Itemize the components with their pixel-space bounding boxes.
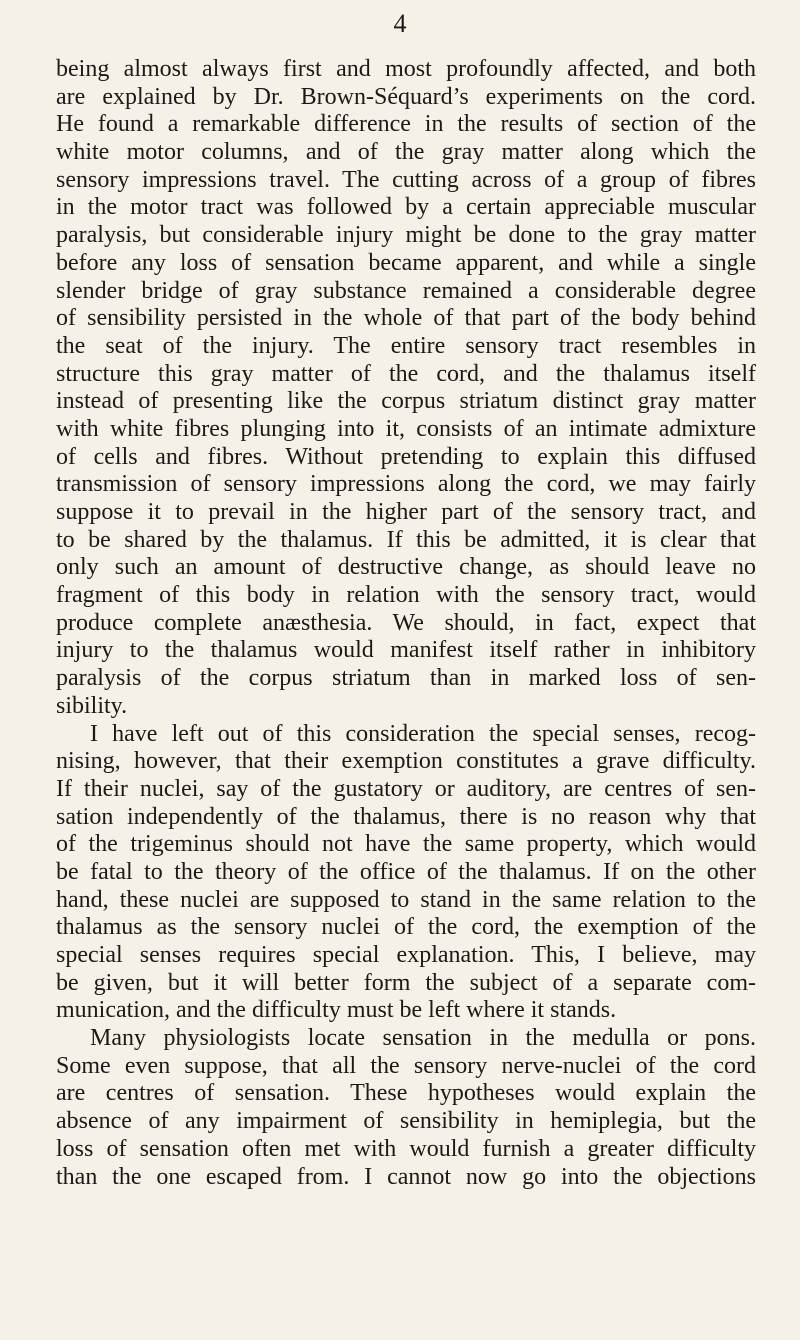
text-line: of the trigeminus should not have the same property, which would [56,831,756,858]
text-line: paralysis of the corpus striatum than in marked loss of sen- [56,665,756,692]
paragraph-p1 [56,56,756,721]
text-line: absence of any impairment of sensibility in hemiplegia, but the [56,1108,756,1135]
text-line: the seat of the injury. The entire sensory tract resembles in [56,332,756,359]
text-line: sibility. [56,692,128,719]
text-line: are explained by Dr. Brown-Séquard’s experiments on the cord. [56,83,756,110]
text-line: be fatal to the theory of the office of the thalamus. If on the other [56,858,756,885]
text-line: transmission of sensory impressions along the cord, we may fairly [56,471,756,498]
text-line: only such an amount of destructive change, as should leave no [56,554,756,581]
text-line: munication, and the difficulty must be left where it stands. [56,997,617,1024]
text-line: paralysis, but considerable injury might be done to the gray matter [56,222,756,249]
text-line: He found a remarkable difference in the results of section of the [56,111,756,138]
text-line: produce complete anæsthesia. We should, in fact, expect that [56,609,756,636]
text-line: before any loss of sensation became apparent, and while a single [56,249,756,276]
text-line: special senses requires special explanation. This, I believe, may [56,942,756,968]
text-line: slender bridge of gray substance remained a considerable degree [56,277,756,304]
text-line: sation independently of the thalamus, there is no reason why that [56,803,756,830]
body-text [56,56,756,1191]
text-line: of sensibility persisted in the whole of that part of the body behind [56,305,756,332]
text-line: Some even suppose, that all the sensory nerve-nuclei of the cord [56,1052,756,1079]
text-line: loss of sensation often met with would furnish a greater difficulty [56,1135,756,1162]
text-line: If their nuclei, say of the gustatory or auditory, are centres of sen- [56,775,756,802]
text-line: thalamus as the sensory nuclei of the cord, the exemption of the [56,914,756,941]
text-line: sensory impressions travel. The cutting across of a group of fibres [56,166,756,193]
paragraph-p2 [56,721,756,1026]
text-line: Many physiologists locate sensation in the medulla or pons. [90,1025,756,1052]
text-line: be given, but it will better form the subject of a separate com- [56,969,756,996]
page-number: 4 [393,9,407,38]
text-line: I have left out of this consideration the special senses, recog- [90,720,756,747]
text-line: white motor columns, and of the gray matter along which the [56,139,756,166]
text-line: in the motor tract was followed by a certain appreciable muscular [56,194,756,221]
text-line: to be shared by the thalamus. If this be admitted, it is clear that [56,526,756,553]
text-line: fragment of this body in relation with the sensory tract, would [56,582,756,609]
text-line: suppose it to prevail in the higher part of the sensory tract, and [56,499,756,525]
text-line: structure this gray matter of the cord, and the thalamus itself [56,360,756,387]
text-line: than the one escaped from. I cannot now go into the objections [56,1163,756,1190]
text-line: instead of presenting like the corpus striatum distinct gray matter [56,388,756,415]
text-line: nising, however, that their exemption constitutes a grave difficulty. [56,748,756,775]
text-line: injury to the thalamus would manifest itself rather in inhibitory [56,637,756,664]
text-line: being almost always first and most profoundly affected, and both [56,56,756,82]
text-line: with white fibres plunging into it, consists of an intimate admixture [56,415,756,442]
text-line: are centres of sensation. These hypotheses would explain the [56,1080,756,1107]
paragraph-p3 [56,1025,756,1191]
text-line: hand, these nuclei are supposed to stand in the same relation to the [56,886,756,913]
text-line: of cells and fibres. Without pretending to explain this diffused [56,443,756,470]
